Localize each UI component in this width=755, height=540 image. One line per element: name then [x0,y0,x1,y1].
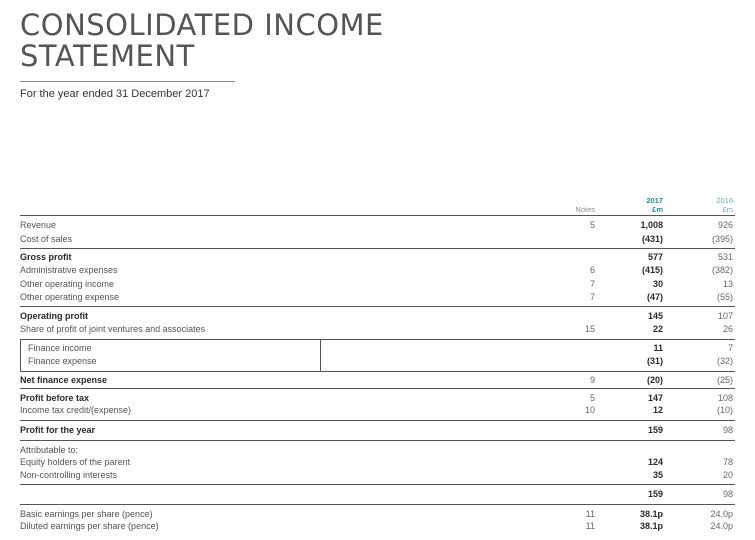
row-label: Income tax credit/(expense) [20,405,132,415]
row-value-2016: 98 [722,489,733,499]
notes-column-header: Notes [575,205,595,214]
row-label: Other operating expense [20,292,120,302]
row-value-2017: 11 [653,343,663,353]
row-label: Finance income [28,343,92,353]
row-gross-profit [20,251,735,264]
row-value-2016: 24.0p [710,521,733,531]
row-note: 6 [589,265,595,275]
year-2016-unit: £m [722,205,733,214]
finance-items-box [20,339,735,372]
year-2016-column-header [670,196,733,214]
row-value-2017: 12 [652,405,663,415]
row-value-2017: (47) [646,292,663,302]
year-2017-unit: £m [652,205,663,214]
row-note: 5 [589,220,595,230]
page-title [20,10,480,72]
row-note: 11 [585,521,595,531]
row-jv-share [20,323,735,336]
row-label: Operating profit [20,311,88,321]
row-label: Revenue [20,220,57,230]
divider-profit-before-tax [20,388,735,389]
row-value-2016: 24.0p [710,509,733,519]
row-value-2017: 124 [647,457,663,467]
row-value-2016: 98 [722,425,733,435]
row-note: 5 [589,393,595,403]
row-profit-for-year [20,424,735,437]
year-2017-column-header [600,196,663,214]
period-subtitle: For the year ended 31 December 2017 [20,88,210,100]
row-value-2016: 78 [722,457,733,467]
box-left-edge [20,340,21,371]
divider-total [20,484,735,485]
title-divider [20,81,235,82]
row-value-2017: 38.1p [639,521,663,531]
page-title-line-2: STATEMENT [20,39,195,73]
row-label: Finance expense [28,356,97,366]
row-label: Non-controlling interests [20,470,118,480]
row-label: Administrative expenses [20,265,118,275]
row-finance-income [28,342,735,355]
row-value-2017: 159 [647,489,663,499]
row-value-2016: 26 [722,324,733,334]
row-other-operating-income [20,278,735,291]
row-value-2016: 531 [717,252,733,262]
row-value-2017: 1,008 [640,220,663,230]
row-label: Cost of sales [20,234,73,244]
row-administrative-expenses [20,264,735,277]
year-2016-label: 2016 [716,196,733,205]
row-note: 10 [584,405,595,415]
row-value-2016: 108 [717,393,733,403]
row-note: 7 [589,292,595,302]
row-value-2016: 7 [727,343,733,353]
row-label: Gross profit [20,252,72,262]
row-value-2017: (20) [646,375,663,385]
divider-profit-for-year [20,420,735,421]
row-value-2016: 926 [717,220,733,230]
row-diluted-eps [20,520,735,533]
row-label: Profit for the year [20,425,96,435]
row-value-2017: 35 [652,470,663,480]
row-label: Attributable to: [20,445,79,455]
row-equity-holders [20,456,735,469]
row-net-finance-expense [20,374,735,387]
row-value-2017: (31) [646,356,663,366]
row-note: 15 [584,324,595,334]
row-value-2017: (431) [641,234,663,244]
row-note: 11 [585,509,595,519]
row-value-2017: 147 [647,393,663,403]
row-other-operating-expense [20,291,735,304]
divider-attributable [20,440,735,441]
row-value-2016: 20 [722,470,733,480]
divider-gross-profit [20,248,735,249]
row-value-2016: (395) [711,234,733,244]
row-note: 7 [589,279,595,289]
row-label: Diluted earnings per share (pence) [20,521,159,531]
header-divider [20,215,735,216]
row-value-2016: (382) [711,265,733,275]
row-total [20,488,735,501]
row-value-2016: (25) [716,375,733,385]
row-value-2017: 38.1p [639,509,663,519]
row-label: Basic earnings per share (pence) [20,509,153,519]
row-revenue [20,219,735,232]
row-value-2017: 145 [647,311,663,321]
row-finance-expense [28,355,735,368]
row-income-tax [20,404,735,417]
row-value-2017: 577 [647,252,663,262]
divider-eps [20,504,735,505]
row-note: 9 [589,375,595,385]
row-value-2016: 13 [722,279,733,289]
row-non-controlling-interests [20,469,735,482]
row-value-2017: (415) [641,265,663,275]
row-label: Other operating income [20,279,115,289]
row-label: Profit before tax [20,393,90,403]
divider-operating-profit [20,306,735,307]
row-value-2016: 107 [717,311,733,321]
row-operating-profit [20,310,735,323]
row-label: Share of profit of joint ventures and associates [20,324,206,334]
page-title-line-1: CONSOLIDATED INCOME [20,8,384,42]
row-label: Net finance expense [20,375,108,385]
row-value-2016: (55) [716,292,733,302]
row-value-2016: (10) [716,405,733,415]
row-value-2016: (32) [716,356,733,366]
row-value-2017: 30 [652,279,663,289]
row-label: Equity holders of the parent [20,457,131,467]
row-value-2017: 22 [652,324,663,334]
year-2017-label: 2017 [646,196,663,205]
row-cost-of-sales [20,233,735,246]
row-value-2017: 159 [647,425,663,435]
